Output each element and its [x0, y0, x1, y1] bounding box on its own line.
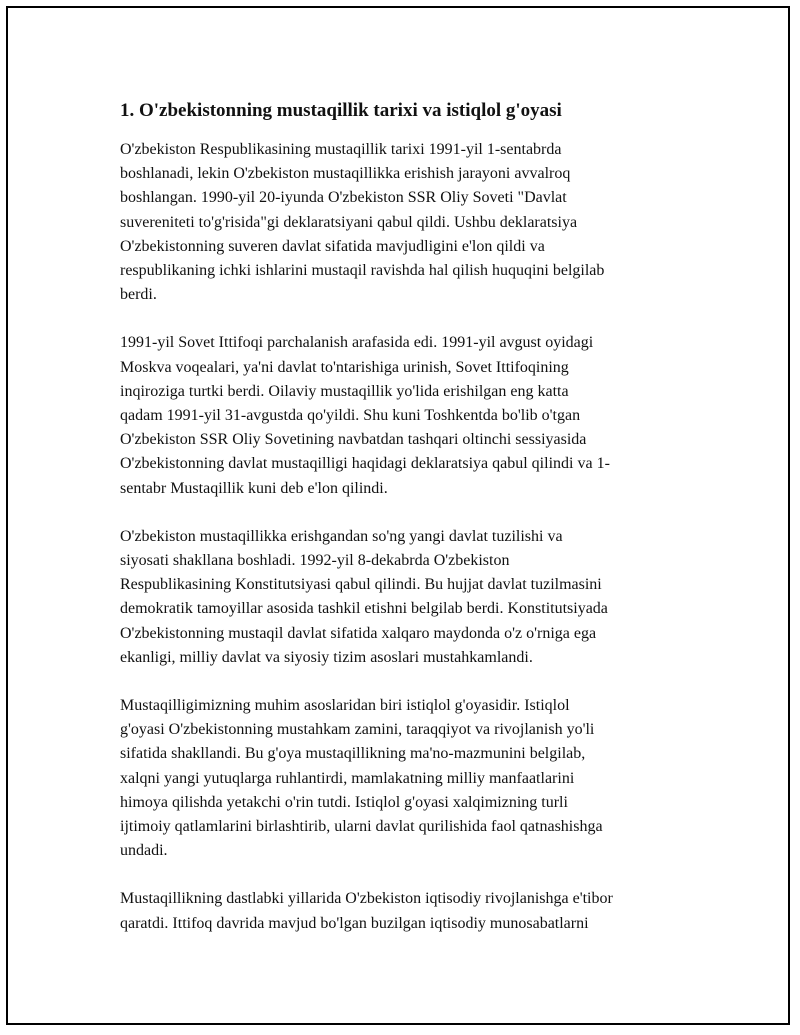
paragraph-5: Mustaqillikning dastlabki yillarida O'zbekiston iqtisodiy rivojlanishga e'tibor qaratdi. Ittifoq davrida mavjud bo'lgan buzilgan iqtisodiy munosabatlarni [120, 890, 613, 932]
paragraph-4: Mustaqilligimizning muhim asoslaridan biri istiqlol g'oyasidir. Istiqlol g'oyasi O'zbekistonning mustahkam zamini, taraqqiyot va rivojlanish yo'li sifatida shakllandi. Bu g'oya mustaqillikning ma'no-mazmunini belgilab, xalqni yangi yutuqlarga ruhlantirdi, mamlakatning milliy manfaatlarini himoya qilishda yetakchi o'rin tutdi. Istiqlol g'oyasi xalqimizning turli ijtimoiy qatlamlarini birlashtirib, ularni davlat qurilishida faol qatnashishga undadi. [120, 697, 603, 860]
document-body [120, 98, 700, 960]
paragraph-1: O'zbekiston Respublikasining mustaqillik tarixi 1991-yil 1-sentabrda boshlanadi, lekin O'zbekiston mustaqillikka erishish jarayoni avvalroq boshlangan. 1990-yil 20-iyunda O'zbekiston SSR Oliy Soveti "Davlat suvereniteti to'g'risida"gi deklaratsiyani qabul qildi. Ushbu deklaratsiya O'zbekistonning suveren davlat sifatida mavjudligini e'lon qildi va respublikaning ichki ishlarini mustaqil ravishda hal qilish huquqini belgilab berdi. [120, 141, 605, 304]
section-heading: 1. O'zbekistonning mustaqillik tarixi va istiqlol g'oyasi [120, 100, 562, 121]
paragraph-2: 1991-yil Sovet Ittifoqi parchalanish arafasida edi. 1991-yil avgust oyidagi Moskva voqealari, ya'ni davlat to'ntarishiga urinish, Sovet Ittifoqining inqiroziga turtki berdi. Oilaviy mustaqillik yo'lida erishilgan eng katta qadam 1991-yil 31-avgustda qo'yildi. Shu kuni Toshkentda bo'lib o'tgan O'zbekiston SSR Oliy Sovetining navbatdan tashqari oltinchi sessiyasida O'zbekistonning davlat mustaqilligi haqidagi deklaratsiya qabul qilindi va 1- sentabr Mustaqillik kuni deb e'lon qilindi. [120, 334, 610, 497]
page-frame [6, 6, 790, 1025]
paragraph-3: O'zbekiston mustaqillikka erishgandan so'ng yangi davlat tuzilishi va siyosati shakllana boshladi. 1992-yil 8-dekabrda O'zbekiston Respublikasining Konstitutsiyasi qabul qilindi. Bu hujjat davlat tuzilmasini demokratik tamoyillar asosida tashkil etishni belgilab berdi. Konstitutsiyada O'zbekistonning mustaqil davlat sifatida xalqaro maydonda o'z o'rniga ega ekanligi, milliy davlat va siyosiy tizim asoslari mustahkamlandi. [120, 527, 608, 666]
